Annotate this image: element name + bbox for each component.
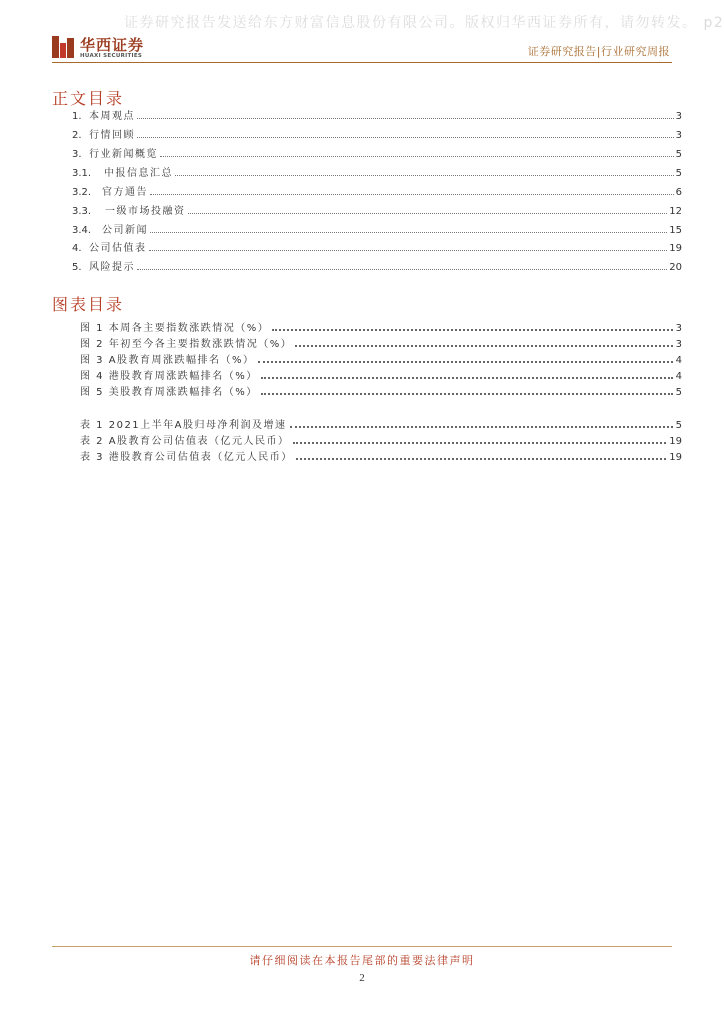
toc-item[interactable] [72,125,682,141]
table-item[interactable] [80,431,682,447]
figure-item-text: 图 2 年初至今各主要指数涨跌情况（%） [80,339,293,350]
figure-item-page: 5 [675,387,682,398]
toc-item-page: 6 [675,187,682,198]
legal-notice: 请仔细阅读在本报告尾部的重要法律声明 [249,954,475,967]
dot-leader [296,458,667,460]
toc-item-text: 风险提示 [89,262,135,273]
dot-leader [175,175,674,176]
logo-name-cn: 华西证券 [80,36,145,54]
dot-leader [295,345,672,347]
toc-item-number: 1. [72,111,82,122]
dot-leader [261,393,673,395]
toc-item-page: 5 [675,149,682,160]
figure-item-text: 图 1 本周各主要指数涨跌情况（%） [80,323,270,334]
figure-item[interactable] [80,334,682,350]
toc-item-text: 行情回顾 [89,130,135,141]
toc-item[interactable] [72,144,682,160]
toc-item-text: 公司估值表 [89,243,147,254]
dot-leader [188,213,668,214]
dot-leader [261,377,673,379]
header-divider [52,62,672,63]
figure-item[interactable] [80,350,682,366]
toc-item[interactable] [72,106,682,122]
table-item-page: 19 [669,452,682,463]
toc-item[interactable] [72,201,682,217]
toc-item-number: 3.1. [72,168,92,179]
footer-divider [52,946,672,947]
figure-item-page: 4 [675,371,682,382]
toc-item-number: 3.2. [72,187,92,198]
table-item-page: 5 [675,420,682,431]
figure-item-text: 图 4 港股教育周涨跌幅排名（%） [80,371,258,382]
toc-item-text: 公司新闻 [102,225,148,236]
figure-item[interactable] [80,366,682,382]
page-number: 2 [359,972,365,984]
figure-item-page: 3 [675,339,682,350]
toc-item-text: 一级市场投融资 [105,206,186,217]
toc-item-page: 3 [675,130,682,141]
dot-leader [272,329,672,331]
figure-item-text: 图 3 A股教育周涨跌幅排名（%） [80,355,255,366]
toc-item[interactable] [72,257,682,273]
toc-item-number: 3.4. [72,225,92,236]
toc-item-text: 行业新闻概览 [89,149,158,160]
figures-title: 图表目录 [52,295,125,314]
toc-item-number: 3. [72,149,82,160]
report-type-label: 证券研究报告|行业研究周报 [527,45,670,58]
table-item-page: 19 [669,436,682,447]
table-item[interactable] [80,415,682,431]
dot-leader [137,118,674,119]
table-item-text: 表 1 2021上半年A股归母净利润及增速 [80,420,287,431]
figure-item-text: 图 5 美股教育周涨跌幅排名（%） [80,387,258,398]
figure-item[interactable] [80,382,682,398]
figure-item-page: 3 [675,323,682,334]
dot-leader [137,137,674,138]
table-item-text: 表 3 港股教育公司估值表（亿元人民币） [80,452,293,463]
toc-item[interactable] [72,163,682,179]
table-item[interactable] [80,447,682,463]
toc-item[interactable] [72,182,682,198]
toc-item[interactable] [72,220,682,236]
figure-item[interactable] [80,318,682,334]
toc-item-text: 官方通告 [102,187,148,198]
dot-leader [149,250,668,251]
toc-item-page: 3 [675,111,682,122]
toc-item-text: 本周观点 [89,111,135,122]
dot-leader [137,269,667,270]
toc-item[interactable] [72,238,682,254]
toc-item-number: 4. [72,243,82,254]
dot-leader [150,194,674,195]
toc-item-page: 19 [669,243,682,254]
toc-item-text: 中报信息汇总 [104,168,173,179]
dot-leader [293,442,667,444]
toc-item-page: 15 [669,225,682,236]
toc-item-page: 20 [669,262,682,273]
toc-item-number: 2. [72,130,82,141]
table-item-text: 表 2 A股教育公司估值表（亿元人民币） [80,436,290,447]
toc-title: 正文目录 [52,89,125,108]
dot-leader [150,232,667,233]
dot-leader [258,361,673,363]
figure-item-page: 4 [675,355,682,366]
dot-leader [290,426,673,428]
dot-leader [160,156,674,157]
toc-item-number: 3.3. [72,206,92,217]
toc-item-number: 5. [72,262,82,273]
watermark: 证券研究报告发送给东方财富信息股份有限公司。版权归华西证券所有，请勿转发。 p2 [124,15,724,31]
toc-item-page: 12 [669,206,682,217]
logo-name-en: HUAXI SECURITIES [80,53,143,59]
huaxi-logo-icon [52,34,74,60]
toc-item-page: 5 [675,168,682,179]
